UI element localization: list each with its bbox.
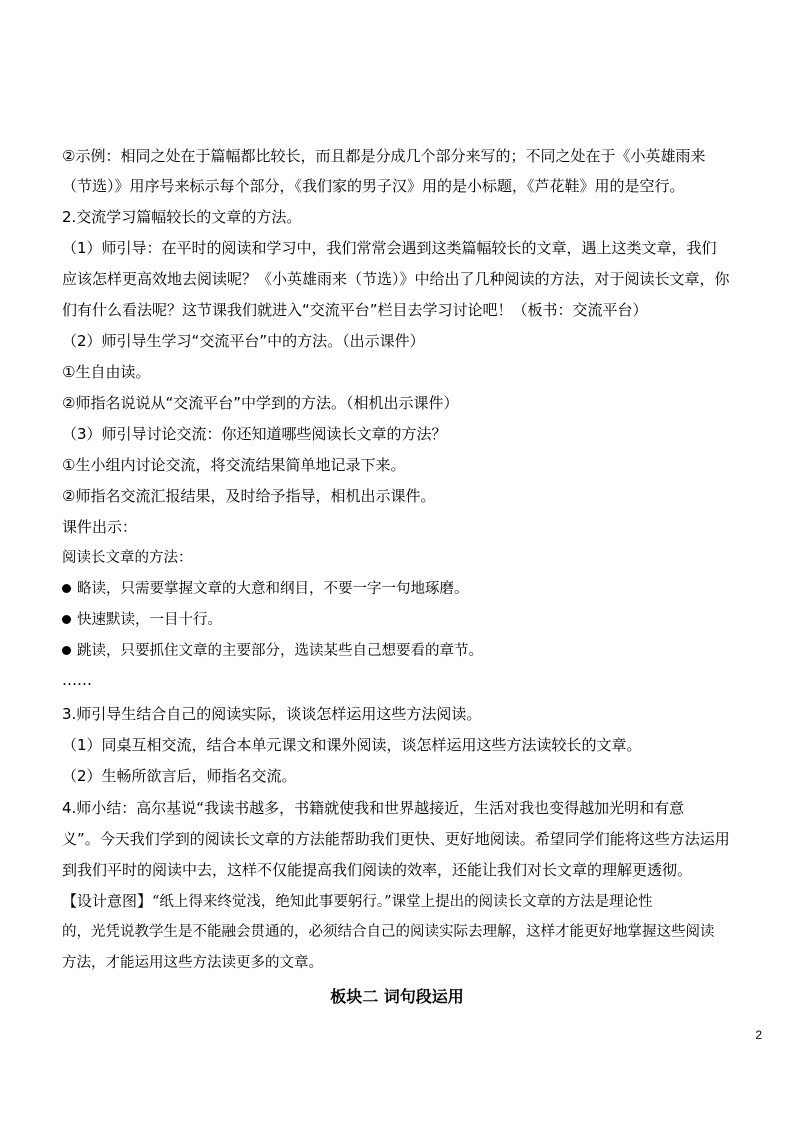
paragraph-line: 3.师引导生结合自己的阅读实际，谈谈怎样运用这些方法阅读。: [62, 705, 482, 723]
bullet-icon: [62, 584, 71, 593]
design-intent-line: [62, 891, 742, 912]
bullet-icon: [62, 646, 71, 655]
page-number: 2: [755, 1028, 762, 1042]
paragraph-line: ②示例：相同之处在于篇幅都比较长，而且都是分成几个部分来写的；不同之处在于《小英雄雨来: [62, 147, 706, 165]
design-intent-line: 的，光凭说教学生是不能融会贯通的，必须结合自己的阅读实际去理解，这样才能更好地掌握这些阅读: [62, 924, 715, 940]
section-title: 板块二 词句段运用: [330, 987, 464, 1006]
slide-bullet-text: 快速默读，一目十行。: [77, 612, 222, 628]
slide-heading: 阅读长文章的方法：: [62, 550, 193, 566]
paragraph-line: （2）师引导生学习“交流平台”中的方法。（出示课件）: [62, 332, 425, 350]
paragraph-line: 2.交流学习篇幅较长的文章的方法。: [62, 208, 302, 226]
slide-ellipsis: ……: [62, 671, 92, 689]
slide-bullet: [62, 641, 742, 661]
paragraph-line: 义”。今天我们学到的阅读长文章的方法能帮助我们更快、更好地阅读。希望同学们能将这些方法运用: [62, 830, 730, 848]
paragraph-line: （2）生畅所欲言后，师指名交流。: [62, 767, 297, 785]
paragraph-line: 4.师小结：高尔基说“我读书越多，书籍就使我和世界越接近，生活对我也变得越加光明和有意: [62, 799, 685, 817]
slide-bullet-text: 略读，只需要掌握文章的大意和纲目，不要一字一句地琢磨。: [77, 581, 469, 597]
slide-bullet-text: 跳读，只要抓住文章的主要部分，选读某些自己想要看的章节。: [77, 643, 483, 659]
paragraph-line: 们有什么看法呢？这节课我们就进入“交流平台”栏目去学习讨论吧！（板书：交流平台）: [62, 301, 648, 319]
bullet-icon: [62, 615, 71, 624]
paragraph-line: 到我们平时的阅读中去，这样不仅能提高我们阅读的效率，还能让我们对长文章的理解更透彻。: [62, 861, 693, 879]
design-intent-line: 方法，才能运用这些方法读更多的文章。: [62, 955, 323, 971]
design-intent-label: 【设计意图】: [62, 892, 153, 910]
paragraph-line: ②师指名交流汇报结果，及时给予指导，相机出示课件。: [62, 487, 436, 505]
paragraph-line: ①生自由读。: [62, 363, 151, 381]
slide-bullet: [62, 610, 742, 630]
paragraph-line: （节选）》用序号来标示每个部分，《我们家的男子汉》用的是小标题，《芦花鞋》用的是空行。: [62, 177, 685, 195]
paragraph-line: 应该怎样更高效地去阅读呢？《小英雄雨来（节选）》中给出了几种阅读的方法，对于阅读长文章，你: [62, 270, 730, 288]
slide-bullet: [62, 579, 742, 599]
design-intent-text: “纸上得来终觉浅，绝知此事要躬行。”课堂上提出的阅读长文章的方法是理论性: [152, 894, 653, 910]
paragraph-line: 课件出示：: [62, 518, 138, 536]
paragraph-line: ②师指名说说从“交流平台”中学到的方法。（相机出示课件）: [62, 394, 459, 412]
paragraph-line: （3）师引导讨论交流：你还知道哪些阅读长文章的方法？: [62, 425, 447, 443]
paragraph-line: （1）同桌互相交流，结合本单元课文和课外阅读，谈怎样运用这些方法读较长的文章。: [62, 736, 642, 754]
paragraph-line: （1）师引导：在平时的阅读和学习中，我们常常会遇到这类篇幅较长的文章，遇上这类文章，我们: [62, 239, 717, 257]
paragraph-line: ①生小组内讨论交流，将交流结果简单地记录下来。: [62, 456, 406, 474]
